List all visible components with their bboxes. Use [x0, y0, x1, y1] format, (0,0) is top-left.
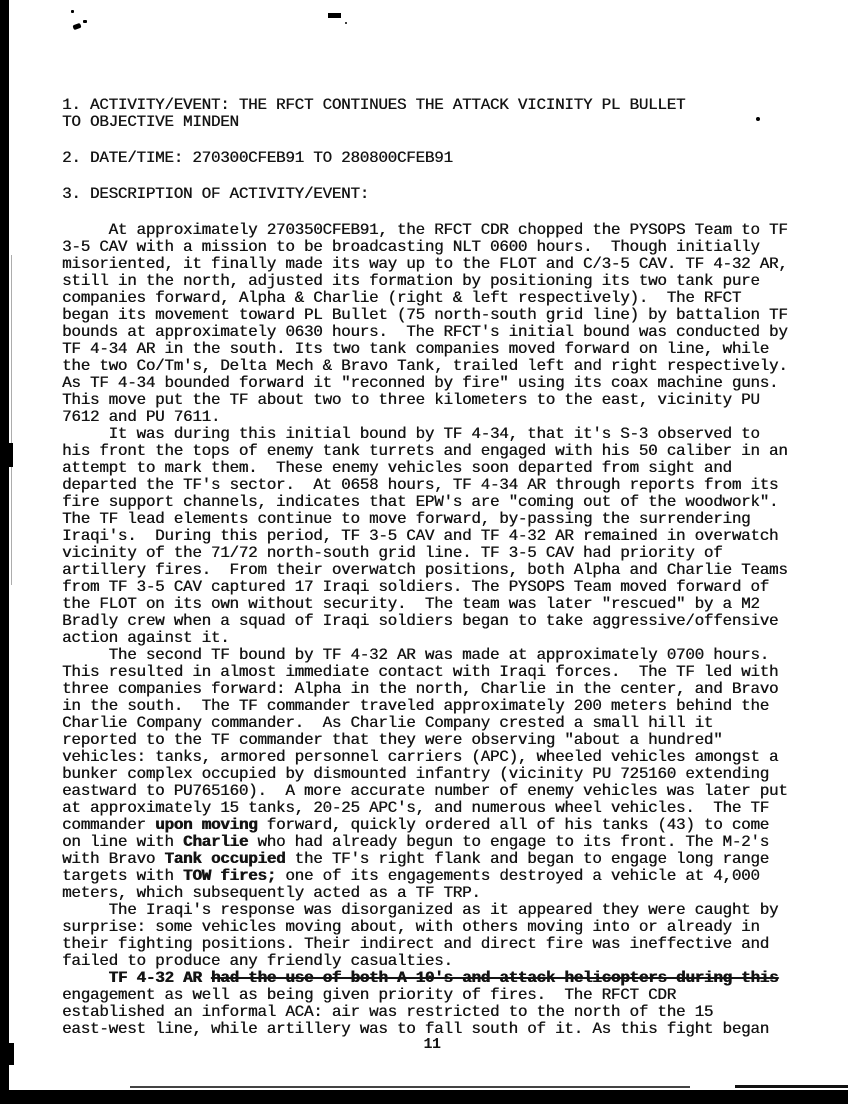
- text-segment: one of its engagements destroyed a vehicle at 4,000: [275, 867, 760, 885]
- scan-baseline-mark: [130, 1086, 690, 1088]
- text-line: The Iraqi's response was disorganized as it appeared they were caught by: [62, 901, 779, 919]
- text-line: from TF 3-5 CAV captured 17 Iraqi soldiers. The PYSOPS Team moved forward of: [62, 578, 769, 596]
- document-body: [62, 97, 830, 1038]
- scan-speck: [72, 23, 81, 30]
- scan-dash: [328, 13, 341, 18]
- struck-text: had the use of both A-10's and attack helicopters during this: [210, 969, 779, 987]
- section-heading: [62, 186, 830, 203]
- page-number: 11: [423, 1036, 441, 1053]
- text-line: eastward to PU765160). A more accurate number of enemy vehicles was later put: [62, 782, 788, 800]
- text-line: fire support channels, indicates that EPW's are "coming out of the woodwork".: [62, 493, 779, 511]
- bold-text: Charlie: [182, 833, 249, 851]
- text-line: Bradly crew when a squad of Iraqi soldiers began to take aggressive/offensive: [62, 612, 779, 630]
- text-line: began its movement toward PL Bullet (75 north-south grid line) by battalion TF: [62, 306, 788, 324]
- paragraph: [62, 902, 830, 970]
- text-line: the FLOT on its own without security. The team was later "rescued" by a M2: [62, 595, 760, 613]
- text-segment: forward, quickly ordered all of his tanks (43) to come: [257, 816, 769, 834]
- paragraph: [62, 222, 830, 426]
- text-line: at approximately 15 tanks, 20-25 APC's, and numerous wheel vehicles. The TF: [62, 799, 769, 817]
- text-line: TO OBJECTIVE MINDEN: [62, 113, 239, 131]
- paragraph: [62, 426, 830, 647]
- text-line: east-west line, while artillery was to fall south of it. As this fight began: [62, 1020, 769, 1038]
- text-line: Iraqi's. During this period, TF 3-5 CAV and TF 4-32 AR remained in overwatch: [62, 527, 779, 545]
- text-line: TF 4-34 AR in the south. Its two tank companies moved forward on line, while: [62, 340, 769, 358]
- text-line: action against it.: [62, 629, 230, 647]
- bold-text: Tank occupied: [164, 850, 286, 868]
- text-line: At approximately 270350CFEB91, the RFCT CDR chopped the PYSOPS Team to TF: [62, 221, 788, 239]
- text-line: The TF lead elements continue to move forward, by-passing the surrendering: [62, 510, 751, 528]
- text-segment: [62, 969, 109, 987]
- text-line: his front the tops of enemy tank turrets and engaged with his 50 caliber in an: [62, 442, 788, 460]
- scan-speck: [71, 10, 74, 13]
- scan-mark: [0, 1043, 14, 1065]
- text-line: This move put the TF about two to three kilometers to the east, vicinity PU: [62, 391, 760, 409]
- text-line: established an informal ACA: air was restricted to the north of the 15: [62, 1003, 714, 1021]
- scan-baseline-mark: [735, 1085, 848, 1088]
- text-line: three companies forward: Alpha in the north, Charlie in the center, and Bravo: [62, 680, 779, 698]
- text-line: This resulted in almost immediate contact with Iraqi forces. The TF led with: [62, 663, 779, 681]
- text-line: misoriented, it finally made its way up to the FLOT and C/3-5 CAV. TF 4-32 AR,: [62, 255, 788, 273]
- text-line: 2. DATE/TIME: 270300CFEB91 TO 280800CFEB91: [62, 149, 453, 167]
- text-line: departed the TF's sector. At 0658 hours, TF 4-34 AR through reports from its: [62, 476, 779, 494]
- text-line: 3. DESCRIPTION OF ACTIVITY/EVENT:: [62, 185, 369, 203]
- bold-text: TF 4-32 AR: [108, 969, 211, 987]
- text-line: [62, 868, 830, 885]
- text-line: reported to the TF commander that they were observing "about a hundred": [62, 731, 723, 749]
- scan-speck: [83, 20, 87, 23]
- text-line: bounds at approximately 0630 hours. The RFCT's initial bound was conducted by: [62, 323, 788, 341]
- text-line: surprise: some vehicles moving about, with others moving into or already in: [62, 918, 760, 936]
- text-line: failed to produce any friendly casualties.: [62, 952, 453, 970]
- text-line: meters, which subsequently acted as a TF TRP.: [62, 884, 481, 902]
- bold-text: upon moving: [155, 816, 258, 834]
- text-line: bunker complex occupied by dismounted infantry (vicinity PU 725160 extending: [62, 765, 769, 783]
- section-heading: [62, 97, 830, 131]
- text-line: 1. ACTIVITY/EVENT: THE RFCT CONTINUES THE ATTACK VICINITY PL BULLET: [62, 96, 686, 114]
- text-segment: on line with: [62, 833, 183, 851]
- text-line: vicinity of the 71/72 north-south grid line. TF 3-5 CAV had priority of: [62, 544, 723, 562]
- scan-vertical-line: [11, 255, 12, 585]
- scan-mark: [0, 443, 13, 467]
- text-line: 3-5 CAV with a mission to be broadcasting NLT 0600 hours. Though initially: [62, 238, 760, 256]
- text-line: [62, 817, 830, 834]
- text-line: As TF 4-34 bounded forward it "reconned by fire" using its coax machine guns.: [62, 374, 779, 392]
- text-line: their fighting positions. Their indirect and direct fire was ineffective and: [62, 935, 769, 953]
- bold-text: TOW fires;: [182, 867, 276, 885]
- text-line: attempt to mark them. These enemy vehicles soon departed from sight and: [62, 459, 732, 477]
- scan-speck: [345, 22, 347, 24]
- text-line: vehicles: tanks, armored personnel carriers (APC), wheeled vehicles amongst a: [62, 748, 779, 766]
- text-line: the two Co/Tm's, Delta Mech & Bravo Tank, trailed left and right respectively.: [62, 357, 788, 375]
- scan-edge-bottom: [0, 1090, 848, 1104]
- text-line: in the south. The TF commander traveled approximately 200 meters behind the: [62, 697, 769, 715]
- paragraph: [62, 647, 830, 902]
- text-line: [62, 834, 830, 851]
- paragraph: [62, 970, 830, 1038]
- text-line: [62, 970, 830, 987]
- text-segment: who had already begun to engage to its front. The M-2's: [248, 833, 769, 851]
- text-line: artillery fires. From their overwatch positions, both Alpha and Charlie Teams: [62, 561, 788, 579]
- text-line: engagement as well as being given priority of fires. The RFCT CDR: [62, 986, 676, 1004]
- text-line: still in the north, adjusted its formation by positioning its two tank pure: [62, 272, 760, 290]
- text-line: The second TF bound by TF 4-32 AR was made at approximately 0700 hours.: [62, 646, 769, 664]
- text-segment: targets with: [62, 867, 183, 885]
- section-heading: [62, 150, 830, 167]
- text-line: companies forward, Alpha & Charlie (right & left respectively). The RFCT: [62, 289, 742, 307]
- text-segment: the TF's right flank and began to engage long range: [285, 850, 769, 868]
- text-line: 7612 and PU 7611.: [62, 408, 221, 426]
- text-line: Charlie Company commander. As Charlie Company crested a small hill it: [62, 714, 714, 732]
- text-segment: commander: [62, 816, 156, 834]
- text-line: It was during this initial bound by TF 4-34, that it's S-3 observed to: [62, 425, 760, 443]
- text-line: [62, 851, 830, 868]
- scan-edge-left: [0, 0, 9, 1104]
- text-segment: with Bravo: [62, 850, 165, 868]
